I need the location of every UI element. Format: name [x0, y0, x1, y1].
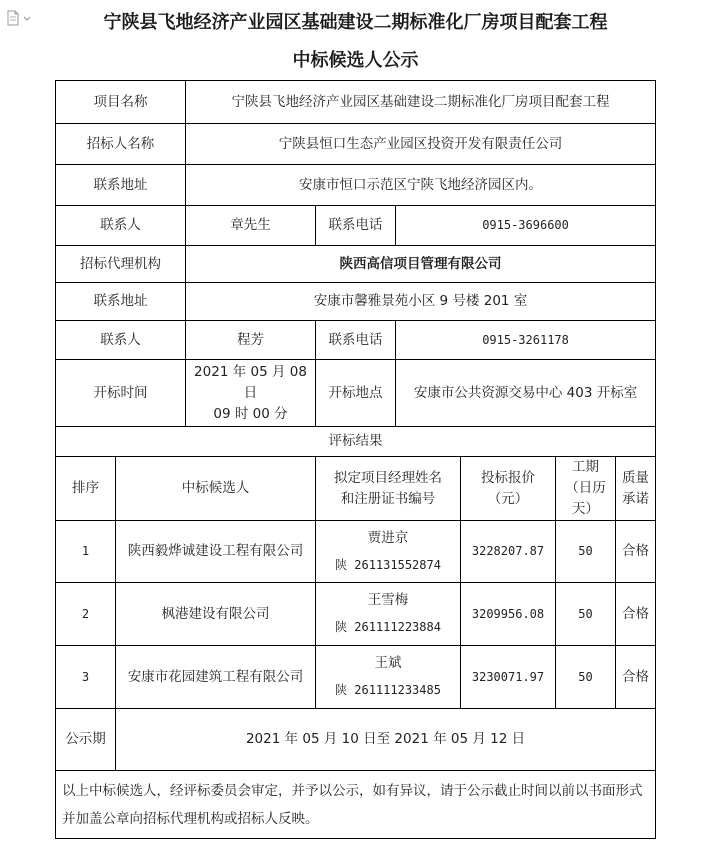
- contact-1-value: 章先生: [186, 206, 316, 246]
- header-manager: [316, 457, 461, 521]
- result-candidate: 枫港建设有限公司: [116, 583, 316, 646]
- agency-value: 陕西高信项目管理有限公司: [186, 246, 656, 283]
- row-results-title: [56, 427, 656, 457]
- result-quality: 合格: [616, 583, 656, 646]
- result-manager: [316, 583, 461, 646]
- row-tenderer: [56, 124, 656, 165]
- result-price: 3209956.08: [461, 583, 556, 646]
- results-section-title: 评标结果: [56, 427, 656, 457]
- page-title: 宁陕县飞地经济产业园区基础建设二期标准化厂房项目配套工程: [103, 12, 608, 33]
- project-name-value: 宁陕县飞地经济产业园区基础建设二期标准化厂房项目配套工程: [186, 81, 656, 124]
- result-period: 50: [556, 646, 616, 709]
- result-period: 50: [556, 583, 616, 646]
- open-time-date: 2021 年 05 月 08 日: [194, 363, 307, 401]
- phone-2-label: 联系电话: [316, 321, 396, 360]
- result-quality: 合格: [616, 521, 656, 583]
- result-manager-name: 王雪梅: [367, 592, 409, 608]
- row-address-1: [56, 165, 656, 206]
- publicity-label: 公示期: [56, 709, 116, 771]
- result-row-2: [56, 583, 656, 646]
- header-quality-line2: 承诺: [622, 490, 650, 507]
- header-manager-line1: 拟定项目经理姓名: [334, 469, 442, 486]
- result-quality: 合格: [616, 646, 656, 709]
- row-project-name: [56, 81, 656, 124]
- result-candidate: 陕西毅烨诚建设工程有限公司: [116, 521, 316, 583]
- result-manager-cert: 陕 261131552874: [335, 557, 441, 572]
- header-quality-line1: 质量: [622, 469, 650, 486]
- result-manager: [316, 646, 461, 709]
- result-rank: 2: [56, 583, 116, 646]
- results-header-row: [56, 457, 656, 521]
- result-price: 3230071.97: [461, 646, 556, 709]
- contact-1-label: 联系人: [56, 206, 186, 246]
- header-period-line2: （日历天）: [565, 480, 606, 517]
- open-time-label: 开标时间: [56, 360, 186, 427]
- open-place-label: 开标地点: [316, 360, 396, 427]
- project-name-label: 项目名称: [56, 81, 186, 124]
- phone-1-value: 0915-3696600: [396, 206, 656, 246]
- row-contact-1: [56, 206, 656, 246]
- open-time-value: [186, 360, 316, 427]
- header-quality: [616, 457, 656, 521]
- header-price: [461, 457, 556, 521]
- address-1-value: 安康市恒口示范区宁陕飞地经济园区内。: [186, 165, 656, 206]
- result-manager-name: 王斌: [374, 655, 402, 671]
- header-price-line1: 投标报价: [481, 469, 535, 486]
- result-rank: 3: [56, 646, 116, 709]
- result-price: 3228207.87: [461, 521, 556, 583]
- result-row-1: [56, 521, 656, 583]
- result-row-3: [56, 646, 656, 709]
- announcement-table: [55, 80, 656, 839]
- result-manager-cert: 陕 261111223884: [335, 620, 441, 634]
- tenderer-value: 宁陕县恒口生态产业园区投资开发有限责任公司: [186, 124, 656, 165]
- result-rank: 1: [56, 521, 116, 583]
- header-candidate: 中标候选人: [116, 457, 316, 521]
- page-subtitle: 中标候选人公示: [292, 50, 419, 71]
- notice-text: 以上中标候选人，经评标委员会审定，并予以公示，如有异议，请于公示截止时间以前以书面形式并加盖公章向招标代理机构或招标人反映。: [56, 771, 656, 839]
- header-period-line1: 工期: [572, 459, 599, 475]
- phone-1-label: 联系电话: [316, 206, 396, 246]
- header-manager-line2: 和注册证书编号: [340, 490, 436, 507]
- publicity-period: 2021 年 05 月 10 日至 2021 年 05 月 12 日: [116, 709, 656, 771]
- open-time-hour: 09 时 00 分: [213, 405, 288, 422]
- address-1-label: 联系地址: [56, 165, 186, 206]
- agency-label: 招标代理机构: [56, 246, 186, 283]
- phone-2-value: 0915-3261178: [396, 321, 656, 360]
- result-candidate: 安康市花园建筑工程有限公司: [116, 646, 316, 709]
- row-publicity: [56, 709, 656, 771]
- result-manager: [316, 521, 461, 583]
- row-agency: [56, 246, 656, 283]
- header-period: [556, 457, 616, 521]
- header-rank: 排序: [56, 457, 116, 521]
- address-2-value: 安康市馨雅景苑小区 9 号楼 201 室: [186, 283, 656, 321]
- row-contact-2: [56, 321, 656, 360]
- result-period: 50: [556, 521, 616, 583]
- tenderer-label: 招标人名称: [56, 124, 186, 165]
- row-address-2: [56, 283, 656, 321]
- row-notice: [56, 771, 656, 839]
- address-2-label: 联系地址: [56, 283, 186, 321]
- open-place-value: 安康市公共资源交易中心 403 开标室: [396, 360, 656, 427]
- header-price-line2: （元）: [487, 490, 529, 507]
- contact-2-label: 联系人: [56, 321, 186, 360]
- row-open-time: [56, 360, 656, 427]
- result-manager-cert: 陕 261111233485: [335, 683, 441, 697]
- result-manager-name: 贾进京: [367, 529, 409, 546]
- contact-2-value: 程芳: [186, 321, 316, 360]
